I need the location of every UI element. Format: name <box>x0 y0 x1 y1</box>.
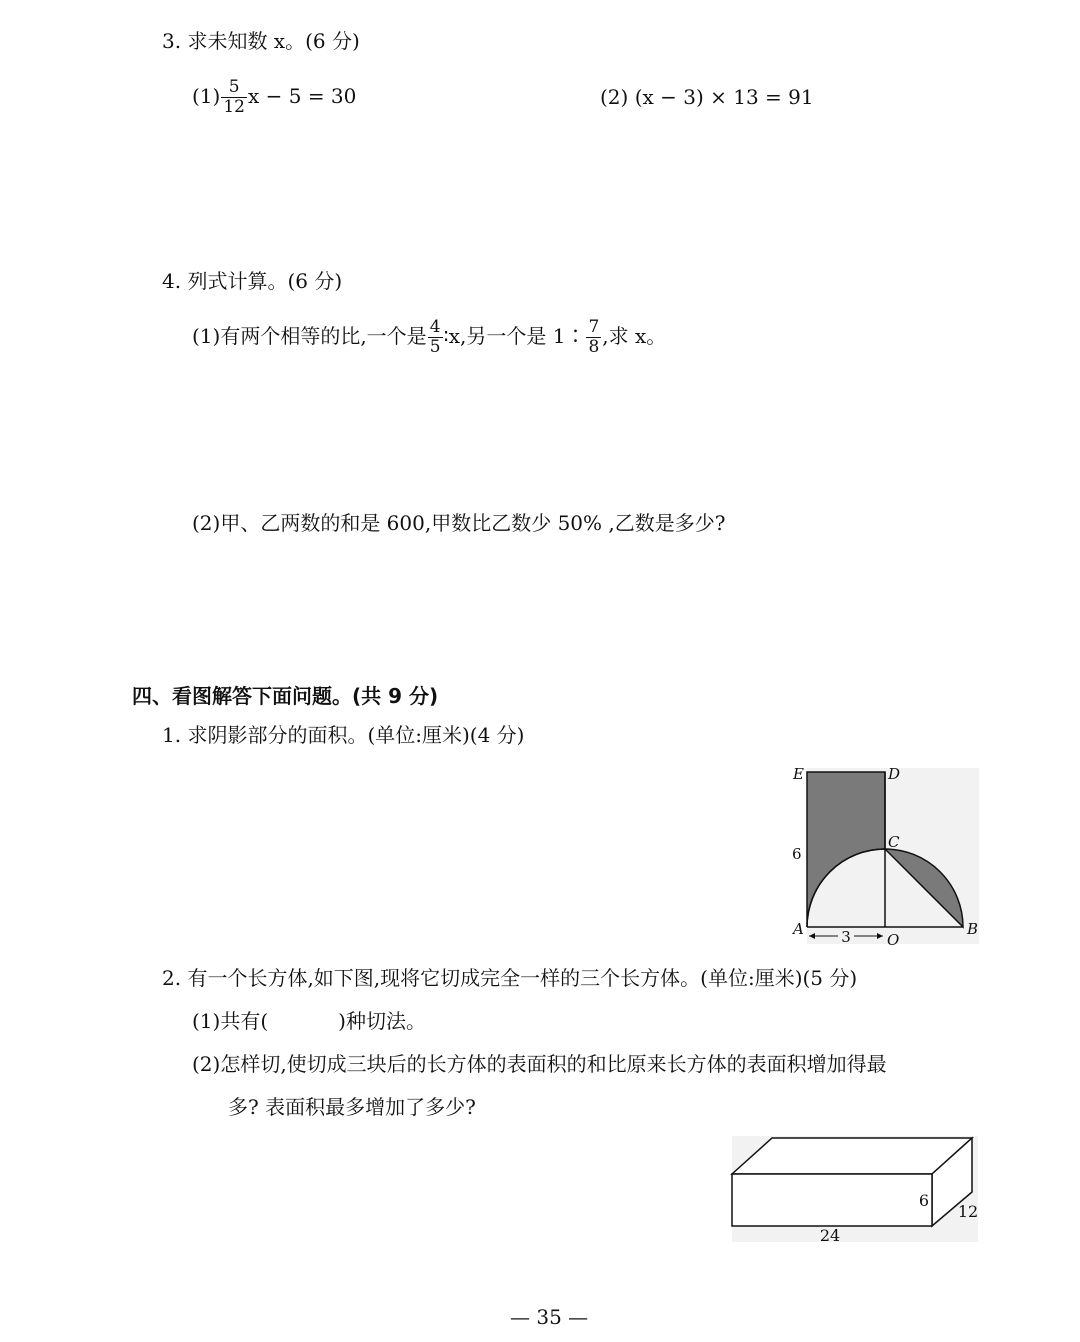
label-B: B <box>967 920 979 938</box>
label-height: 6 <box>918 1191 930 1210</box>
q4-part1 <box>192 314 666 358</box>
q4-fraction-2-numerator: 7 <box>588 317 600 337</box>
q3-title: 3. 求未知数 x。(6 分) <box>162 29 360 53</box>
label-O: O <box>887 931 900 949</box>
q4-part1-a: (1)有两个相等的比,一个是 <box>192 324 427 348</box>
q2-part1-a: (1)共有( <box>192 1009 269 1033</box>
q3-part1-rest: x − 5 = 30 <box>247 84 357 108</box>
q3-part2: (2) (x − 3) × 13 = 91 <box>600 85 814 109</box>
section4-q1: 1. 求阴影部分的面积。(单位:厘米)(4 分) <box>162 723 525 747</box>
q2-part1-b: )种切法。 <box>338 1009 426 1033</box>
label-D: D <box>888 765 901 783</box>
q4-part2: (2)甲、乙两数的和是 600,甲数比乙数少 50% ,乙数是多少? <box>192 511 726 535</box>
figure-shaded-area <box>785 764 985 950</box>
cuboid-front-face <box>732 1174 932 1226</box>
q3-fraction-numerator: 5 <box>221 78 247 98</box>
q4-title: 4. 列式计算。(6 分) <box>162 269 343 293</box>
q3-part1 <box>192 74 356 118</box>
q3-part1-fraction <box>221 78 247 117</box>
q4-fraction-2-denominator: 8 <box>588 337 600 357</box>
q4-fraction-2 <box>586 318 601 357</box>
section4-q2: 2. 有一个长方体,如下图,现将它切成完全一样的三个长方体。(单位:厘米)(5 分) <box>162 966 858 990</box>
cuboid-top-face <box>732 1138 972 1174</box>
label-E: E <box>793 765 804 783</box>
q4-part1-c: ,求 x。 <box>602 324 667 348</box>
q4-fraction-1 <box>428 318 443 357</box>
q3-part1-prefix: (1) <box>192 84 221 108</box>
figure-cuboid <box>728 1134 982 1244</box>
q4-part1-b: ∶x,另一个是 1∶ <box>443 324 586 348</box>
label-width: 24 <box>819 1226 841 1244</box>
section4-q2-part2-line1: (2)怎样切,使切成三块后的长方体的表面积的和比原来长方体的表面积增加得最 <box>192 1052 887 1076</box>
label-C: C <box>888 833 900 851</box>
label-three: 3 <box>841 928 851 946</box>
section4-title: 四、看图解答下面问题。(共 9 分) <box>132 684 439 708</box>
q4-fraction-1-numerator: 4 <box>429 317 441 337</box>
q3-fraction-denominator: 12 <box>223 97 245 117</box>
page-number: — 35 — <box>510 1305 589 1329</box>
section4-q2-part2-line2: 多? 表面积最多增加了多少? <box>228 1095 476 1119</box>
label-A: A <box>793 920 804 938</box>
label-six: 6 <box>792 845 802 863</box>
section4-q2-part1 <box>192 1008 426 1034</box>
q4-fraction-1-denominator: 5 <box>429 337 441 357</box>
label-depth: 12 <box>957 1202 979 1221</box>
